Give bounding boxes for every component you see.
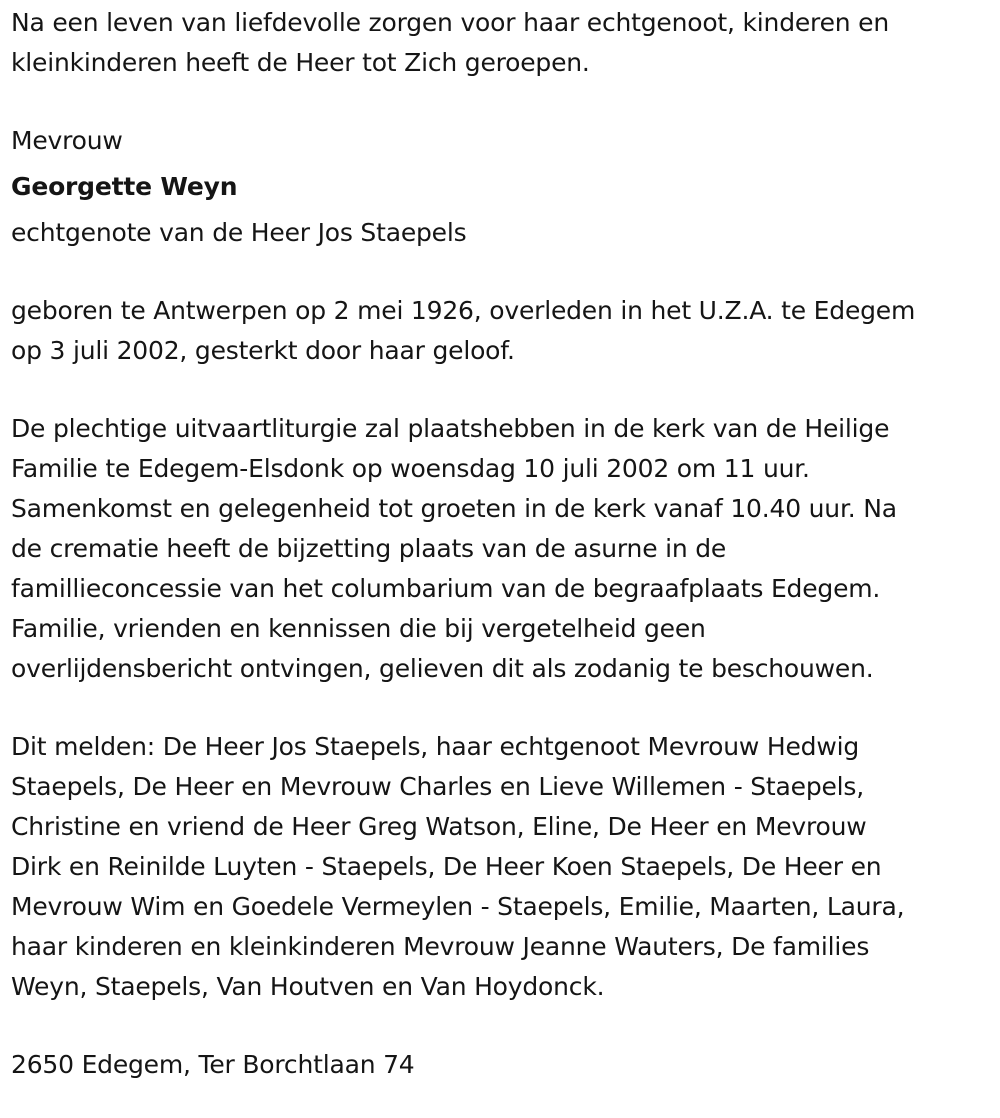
intro-paragraph: Na een leven van liefdevolle zorgen voor haar echtgenoot, kinderen en kleinkinderen heeft de Heer tot Zich geroepen. [11, 8, 889, 77]
spacer [11, 83, 995, 121]
birth-death-paragraph: geboren te Antwerpen op 2 mei 1926, overleden in het U.Z.A. te Edegem op 3 juli 2002, gesterkt door haar geloof. [11, 296, 916, 365]
obituary-document [11, 3, 995, 1085]
salutation: Mevrouw [11, 126, 123, 155]
spacer [11, 1007, 995, 1045]
spacer [11, 689, 995, 727]
spacer [11, 253, 995, 291]
announced-by-paragraph: Dit melden: De Heer Jos Staepels, haar echtgenoot Mevrouw Hedwig Staepels, De Heer en Mevrouw Charles en Lieve Willemen - Staepels, Christine en vriend de Heer Greg Watson, Eline, De Heer en Mevrouw Dirk en Reinilde Luyten - Staepels, De Heer Koen Staepels, De Heer en Mevrouw Wim en Goedele Vermeylen - Staepels, Emilie, Maarten, Laura, haar kinderen en kleinkinderen Mevrouw Jeanne Wauters, De families Weyn, Staepels, Van Houtven en Van Hoydonck. [11, 732, 905, 1001]
deceased-name: Georgette Weyn [11, 172, 238, 201]
funeral-paragraph: De plechtige uitvaartliturgie zal plaatshebben in de kerk van de Heilige Familie te Edegem-Elsdonk op woensdag 10 juli 2002 om 11 uur. Samenkomst en gelegenheid tot groeten in de kerk vanaf 10.40 uur. Na de crematie heeft de bijzetting plaats van de asurne in de famillieconcessie van het columbarium van de begraafplaats Edegem. Familie, vrienden en kennissen die bij vergetelheid geen overlijdensbericht ontvingen, gelieven dit als zodanig te beschouwen. [11, 414, 897, 683]
spacer [11, 371, 995, 409]
spouse-line: echtgenote van de Heer Jos Staepels [11, 218, 467, 247]
address-line: 2650 Edegem, Ter Borchtlaan 74 [11, 1050, 415, 1079]
